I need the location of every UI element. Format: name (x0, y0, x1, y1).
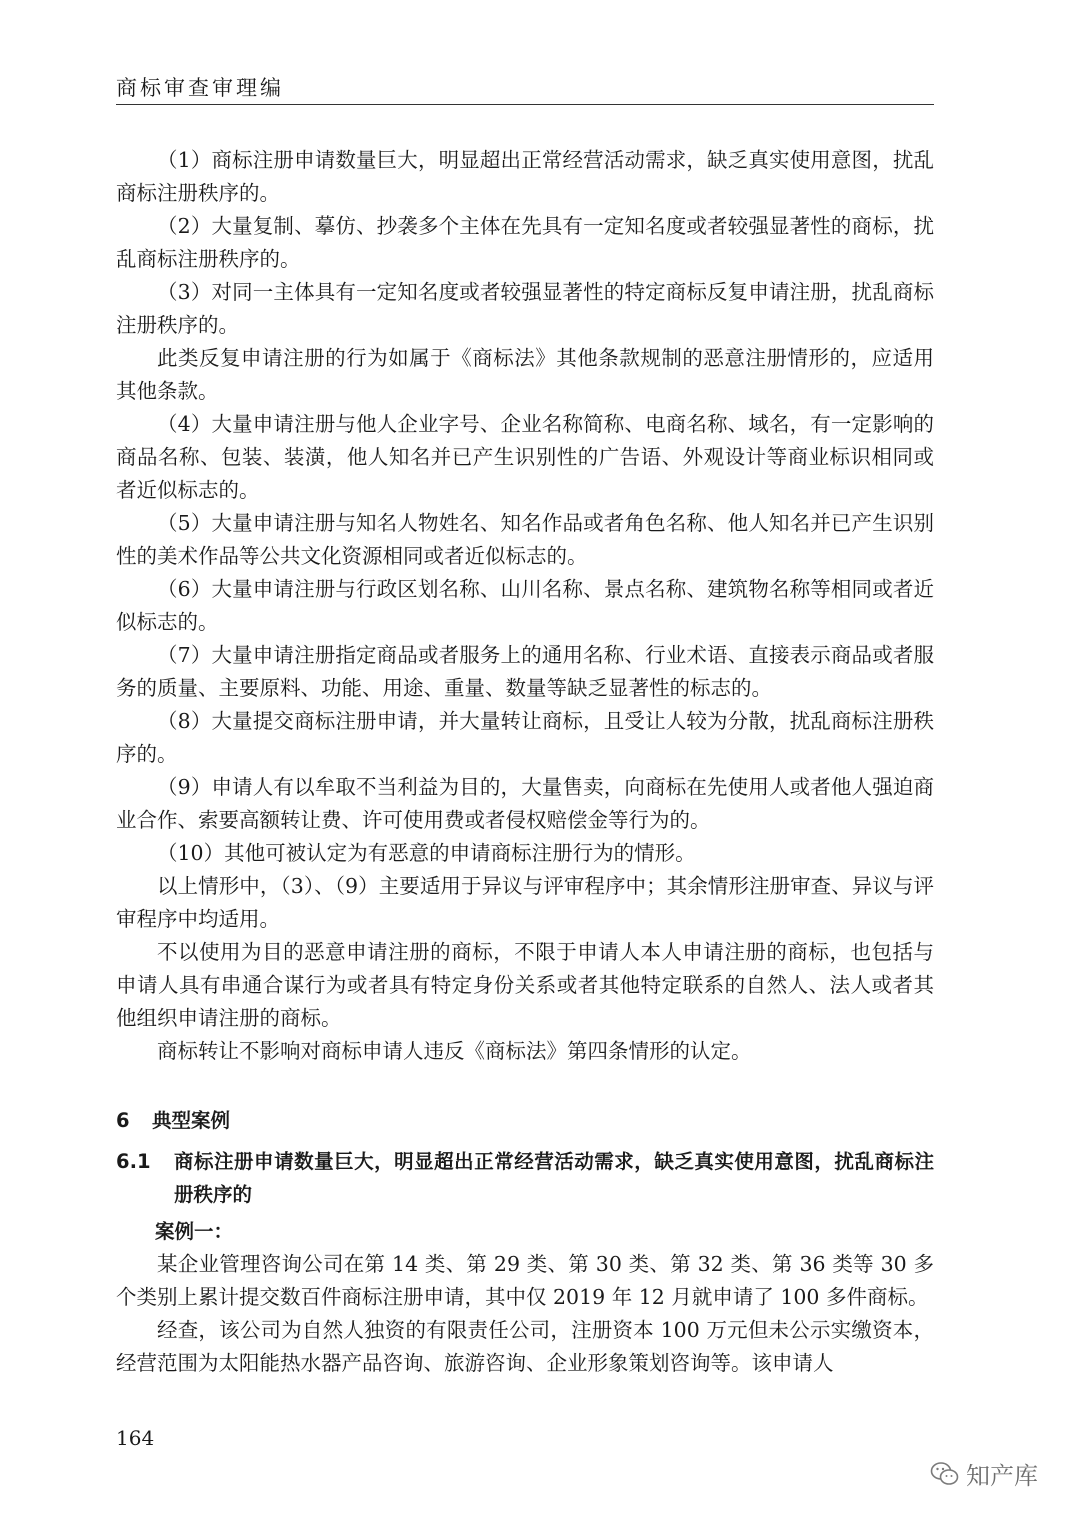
paragraph: （4）大量申请注册与他人企业字号、企业名称简称、电商名称、域名，有一定影响的商品名称、包装、装潢，他人知名并已产生识别性的广告语、外观设计等商业标识相同或者近似标志的。 (116, 412, 934, 502)
case-paragraph: 经查，该公司为自然人独资的有限责任公司，注册资本 100 万元但未公示实缴资本，经营范围为太阳能热水器产品咨询、旅游咨询、企业形象策划咨询等。该申请人 (116, 1318, 934, 1375)
page-body (116, 144, 934, 1380)
paragraph: （7）大量申请注册指定商品或者服务上的通用名称、行业术语、直接表示商品或者服务的质量、主要原料、功能、用途、重量、数量等缺乏显著性的标志的。 (116, 643, 934, 700)
subsection-heading (116, 1145, 934, 1211)
paragraph: （6）大量申请注册与行政区划名称、山川名称、景点名称、建筑物名称等相同或者近似标志的。 (116, 577, 934, 634)
watermark-text: 知产库 (966, 1462, 1038, 1490)
paragraph: （2）大量复制、摹仿、抄袭多个主体在先具有一定知名度或者较强显著性的商标，扰乱商标注册秩序的。 (116, 214, 934, 271)
wechat-icon (930, 1461, 960, 1487)
paragraph: （10）其他可被认定为有恶意的申请商标注册行为的情形。 (157, 841, 696, 865)
subsection-title: 商标注册申请数量巨大，明显超出正常经营活动需求，缺乏真实使用意图，扰乱商标注册秩序的 (174, 1150, 934, 1206)
subsection-number: 6.1 (116, 1150, 151, 1173)
paragraph: （8）大量提交商标注册申请，并大量转让商标，且受让人较为分散，扰乱商标注册秩序的。 (116, 709, 934, 766)
paragraph: 商标转让不影响对商标申请人违反《商标法》第四条情形的认定。 (157, 1039, 752, 1063)
paragraph: 以上情形中，（3）、（9）主要适用于异议与评审程序中；其余情形注册审查、异议与评审程序中均适用。 (116, 874, 934, 931)
section-heading (116, 1104, 934, 1137)
paragraph: （3）对同一主体具有一定知名度或者较强显著性的特定商标反复申请注册，扰乱商标注册秩序的。 (116, 280, 934, 337)
header-rule (116, 104, 934, 105)
page-number: 164 (116, 1426, 155, 1450)
running-title: 商标审查审理编 (116, 76, 284, 100)
watermark (930, 1456, 1038, 1491)
paragraph: 不以使用为目的恶意申请注册的商标，不限于申请人本人申请注册的商标，也包括与申请人具有串通合谋行为或者具有特定身份关系或者其他特定联系的自然人、法人或者其他组织申请注册的商标。 (116, 940, 934, 1030)
section-number: 6 (116, 1109, 130, 1132)
paragraph: （9）申请人有以牟取不当利益为目的，大量售卖，向商标在先使用人或者他人强迫商业合作、索要高额转让费、许可使用费或者侵权赔偿金等行为的。 (116, 775, 934, 832)
paragraph: （1）商标注册申请数量巨大，明显超出正常经营活动需求，缺乏真实使用意图，扰乱商标注册秩序的。 (116, 148, 934, 205)
case-label: 案例一： (155, 1220, 234, 1243)
section-title: 典型案例 (152, 1109, 231, 1132)
paragraph: （5）大量申请注册与知名人物姓名、知名作品或者角色名称、他人知名并已产生识别性的美术作品等公共文化资源相同或者近似标志的。 (116, 511, 934, 568)
paragraph: 此类反复申请注册的行为如属于《商标法》其他条款规制的恶意注册情形的，应适用其他条款。 (116, 346, 934, 403)
case-paragraph: 某企业管理咨询公司在第 14 类、第 29 类、第 30 类、第 32 类、第 36 类等 30 多个类别上累计提交数百件商标注册申请，其中仅 2019 年 12 月就申请了 100 多件商标。 (116, 1252, 934, 1309)
